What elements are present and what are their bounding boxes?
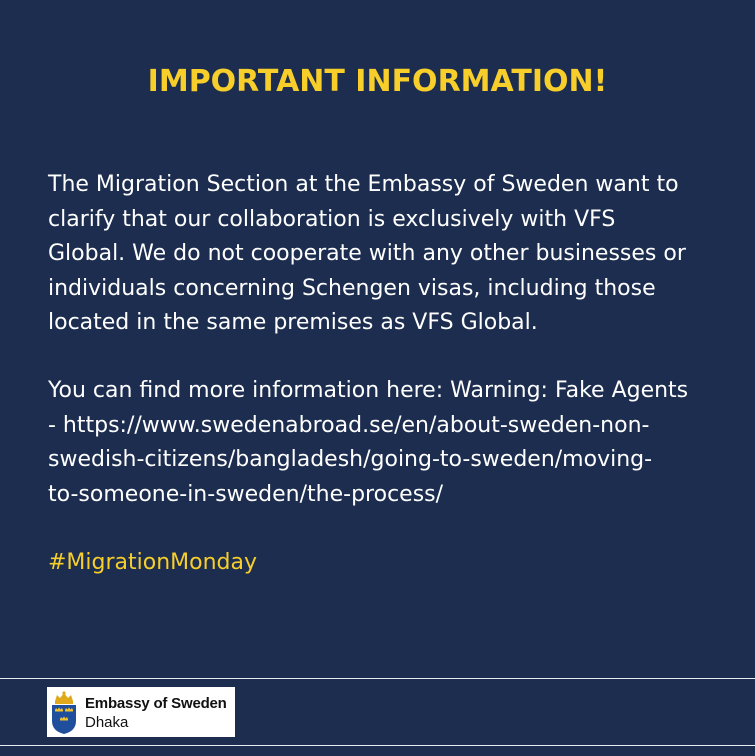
page-title: IMPORTANT INFORMATION! bbox=[147, 64, 608, 99]
paragraph-line: The Migration Section at the Embassy of Sweden want to bbox=[48, 172, 679, 197]
paragraph-line: - https://www.swedenabroad.se/en/about-sweden-non- bbox=[48, 412, 650, 438]
paragraph-line: swedish-citizens/bangladesh/going-to-sweden/moving- bbox=[48, 447, 653, 472]
footer-divider-bottom bbox=[0, 745, 755, 746]
migration-notice-paragraph bbox=[48, 168, 738, 341]
paragraph-line: Global. We do not cooperate with any other businesses or bbox=[48, 241, 686, 266]
embassy-logo bbox=[47, 687, 235, 737]
footer-divider-top bbox=[0, 678, 755, 679]
paragraph-line: located in the same premises as VFS Global. bbox=[48, 310, 538, 335]
embassy-name: Embassy of Sweden bbox=[85, 695, 227, 712]
paragraph-line: clarify that our collaboration is exclusively with VFS bbox=[48, 206, 616, 232]
swedish-crest-icon bbox=[49, 690, 79, 735]
embassy-city: Dhaka bbox=[85, 714, 129, 731]
more-information-paragraph bbox=[48, 374, 738, 512]
paragraph-line: to-someone-in-sweden/the-process/ bbox=[48, 481, 444, 507]
hashtag: #MigrationMonday bbox=[48, 550, 258, 575]
paragraph-line: You can find more information here: Warning: Fake Agents bbox=[48, 378, 689, 403]
paragraph-line: individuals concerning Schengen visas, including those bbox=[48, 275, 656, 301]
